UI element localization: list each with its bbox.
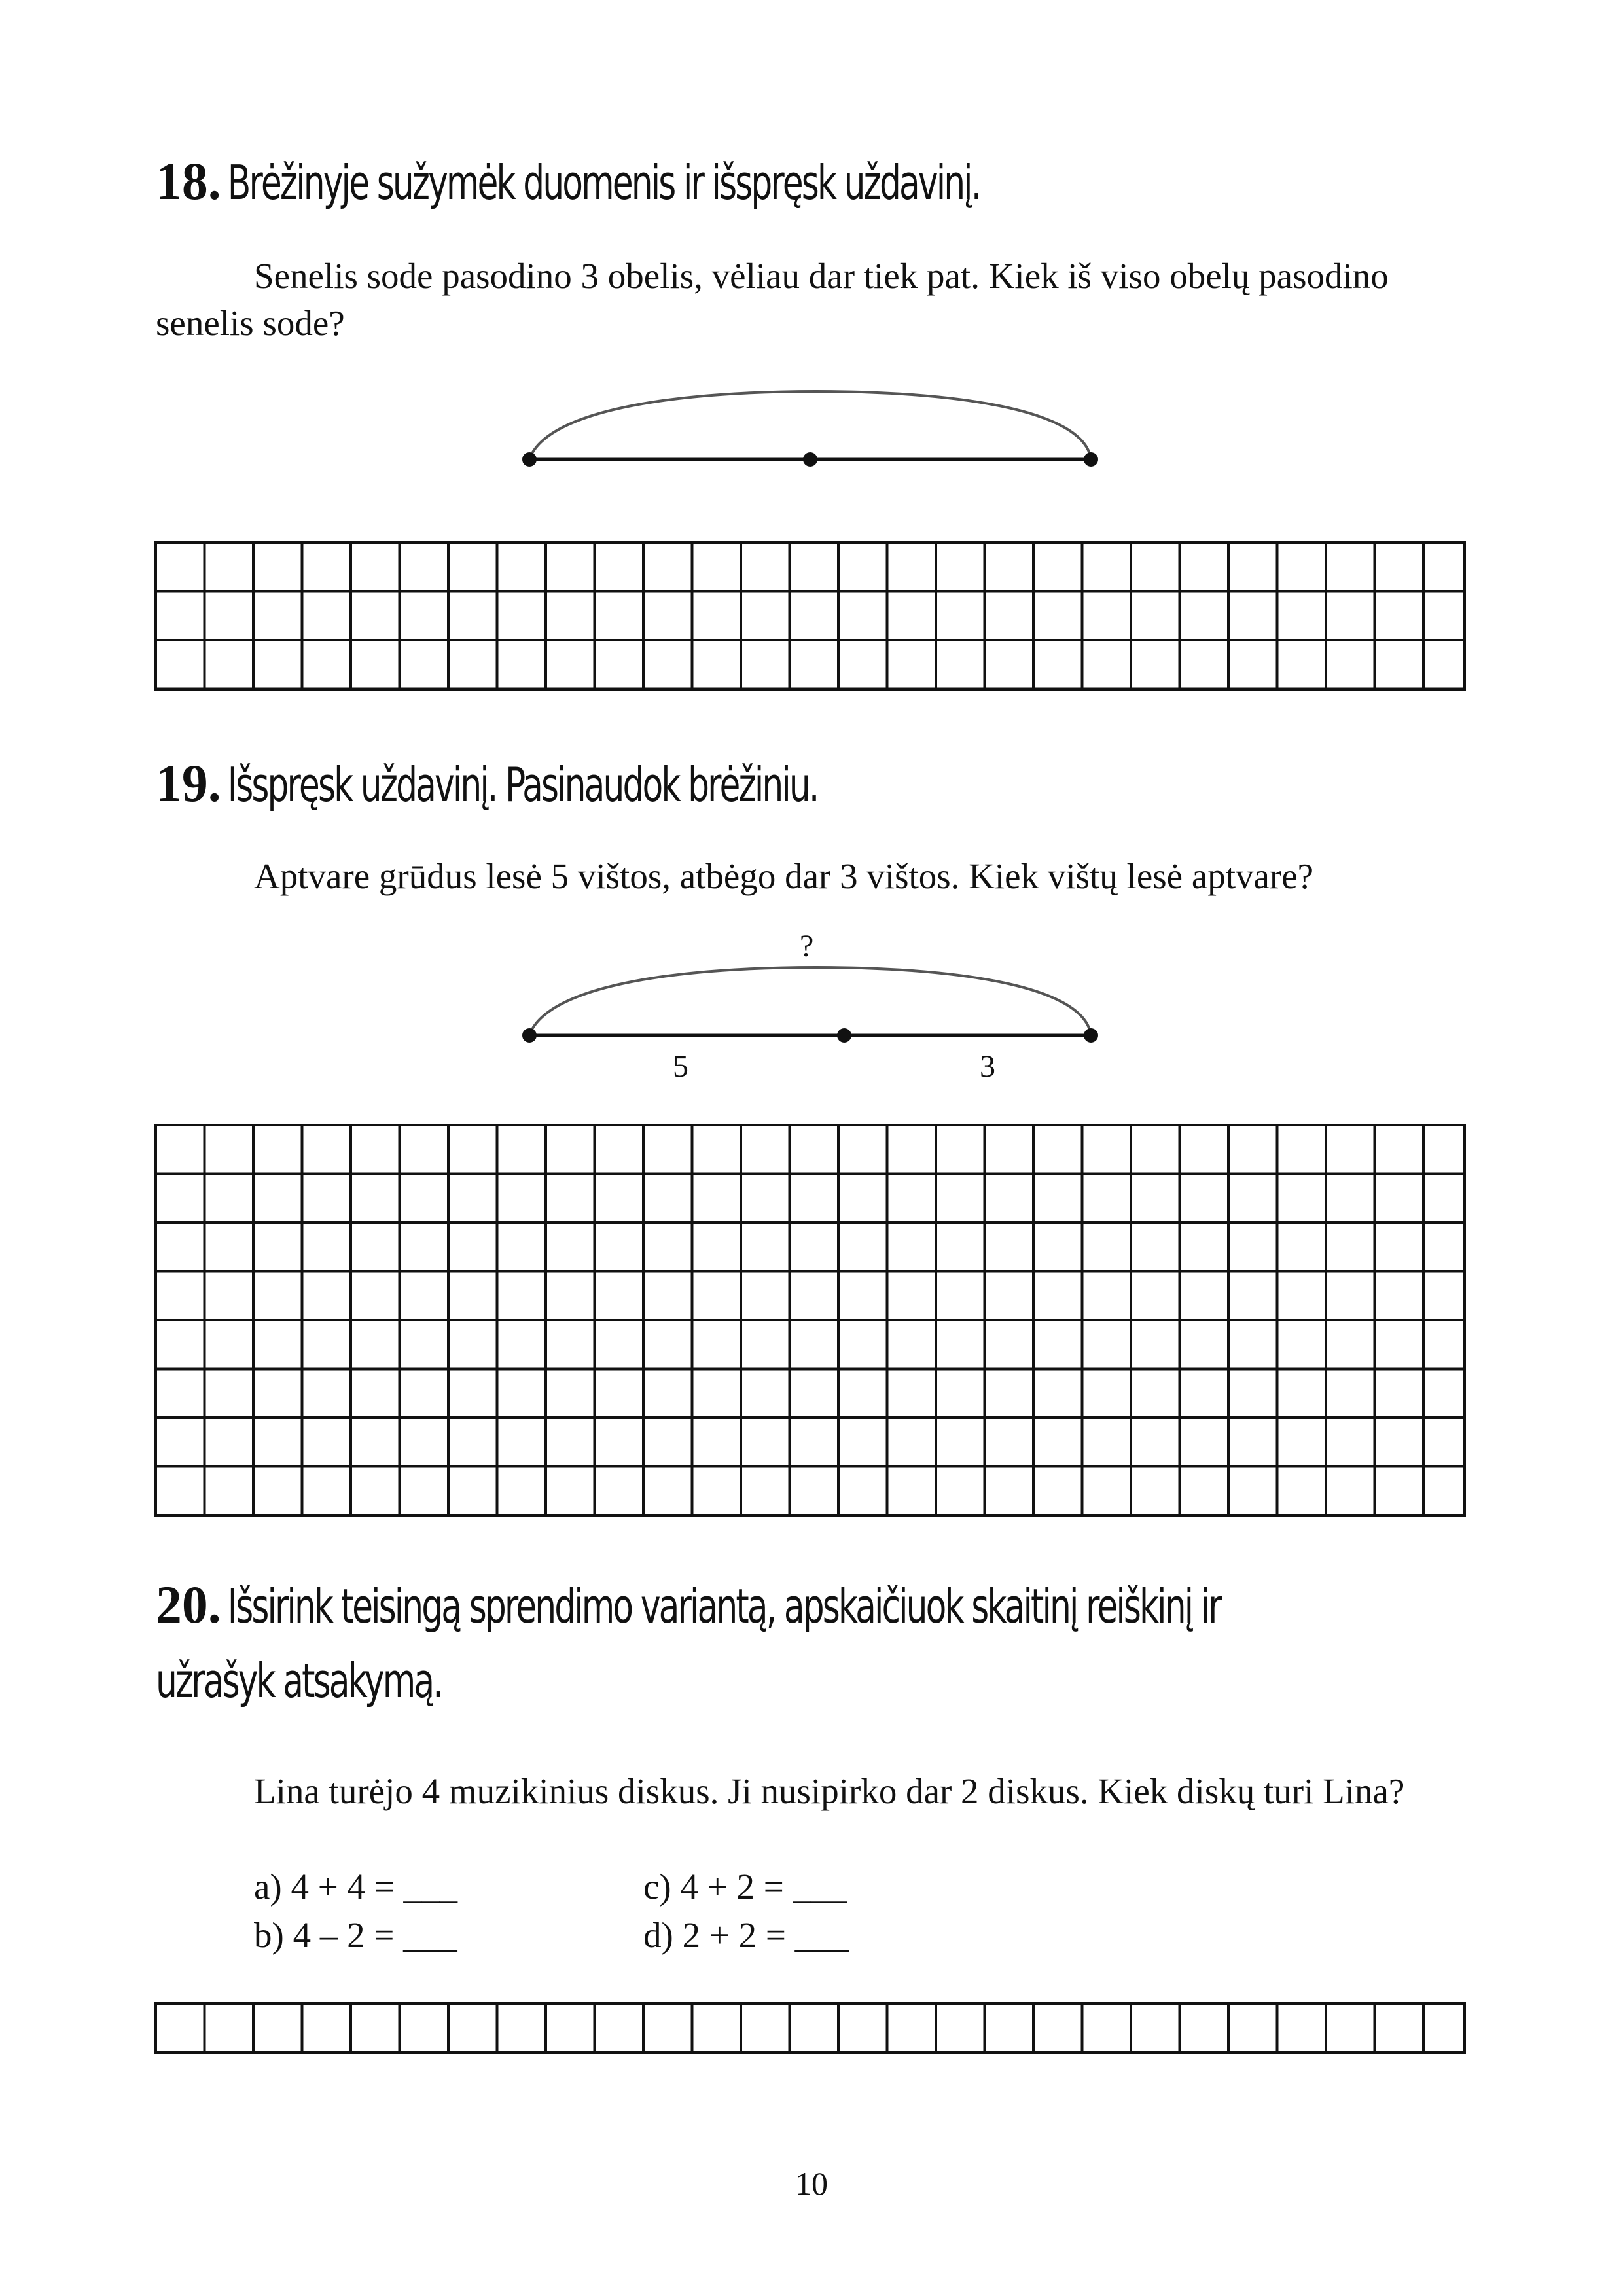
- task-20-option-c[interactable]: c) 4 + 2 = ___: [643, 1867, 847, 1907]
- task-18-heading: [156, 144, 980, 219]
- task-19-point-middle: [837, 1028, 851, 1043]
- task-18-answer-grid[interactable]: [154, 541, 1466, 691]
- task-19-label-question: ?: [800, 929, 814, 963]
- task-18-arc: [529, 391, 1091, 459]
- task-20-text: Lina turėjo 4 muzikinius diskus. Ji nusipirko dar 2 diskus. Kiek diskų turi Lina?: [254, 1771, 1405, 1811]
- task-20-option-d[interactable]: d) 2 + 2 = ___: [643, 1915, 849, 1955]
- task-18-point-left: [522, 452, 537, 467]
- task-20-option-b[interactable]: b) 4 – 2 = ___: [254, 1915, 457, 1955]
- task-20-heading-line1: [156, 1568, 1221, 1643]
- task-19-answer-grid[interactable]: [154, 1124, 1466, 1517]
- task-19-heading: [156, 746, 817, 821]
- task-19-point-right: [1084, 1028, 1098, 1043]
- task-19-arc: [529, 967, 1091, 1035]
- task-19-point-left: [522, 1028, 537, 1043]
- task-20-option-a[interactable]: a) 4 + 4 = ___: [254, 1867, 458, 1907]
- task-18-point-middle: [803, 452, 817, 467]
- task-18-text-line2: senelis sode?: [156, 303, 345, 343]
- task-19-label-left: 5: [673, 1049, 688, 1084]
- page-number: 10: [795, 2165, 828, 2202]
- task-18-title: Brėžinyje sužymėk duomenis ir išspręsk uždavinį.: [227, 155, 980, 210]
- task-18-text-line1: Senelis sode pasodino 3 obelis, vėliau dar tiek pat. Kiek iš viso obelų pasodino: [254, 256, 1389, 296]
- task-19-text: Aptvare grūdus lesė 5 vištos, atbėgo dar 3 vištos. Kiek vištų lesė aptvare?: [254, 856, 1314, 896]
- task-20-answer-grid[interactable]: [154, 2002, 1466, 2054]
- task-20-number: 20.: [156, 1575, 221, 1634]
- task-19-label-right: 3: [980, 1049, 995, 1084]
- task-18-number: 18.: [156, 151, 221, 211]
- task-19-number: 19.: [156, 753, 221, 813]
- task-20-title-line2: užrašyk atsakymą.: [156, 1653, 442, 1708]
- task-20-title-line1: Išsirink teisingą sprendimo variantą, apskaičiuok skaitinį reiškinį ir: [227, 1579, 1221, 1634]
- task-18-point-right: [1084, 452, 1098, 467]
- task-19-title: Išspręsk uždavinį. Pasinaudok brėžiniu.: [227, 757, 818, 812]
